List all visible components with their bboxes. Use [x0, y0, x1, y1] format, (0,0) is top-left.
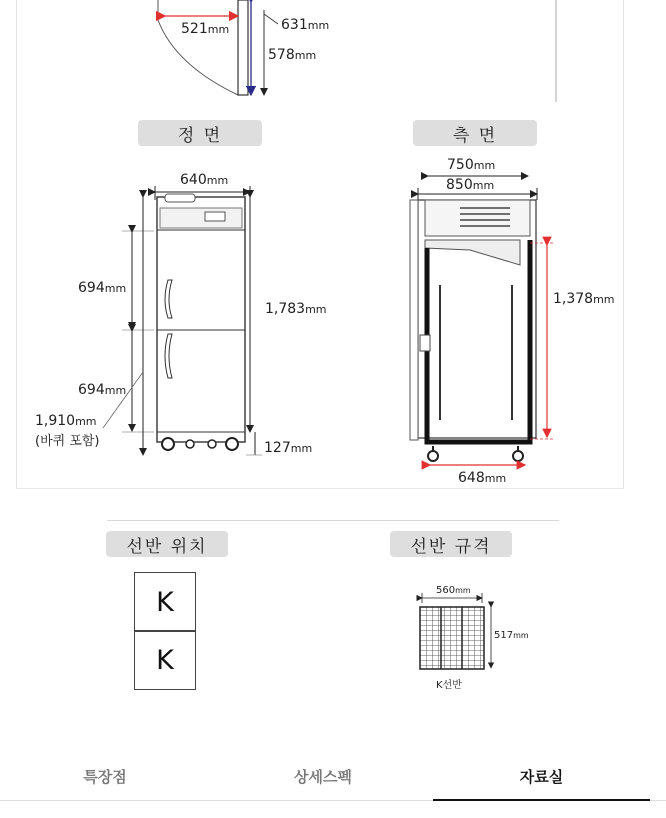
- shelf-slot-lower: K: [134, 630, 196, 690]
- shelf-position-title: 선반 위치: [106, 531, 228, 557]
- side-depth-total-label: 850mm: [446, 177, 495, 193]
- caster-height-label: 127mm: [264, 440, 313, 456]
- front-view-fridge: [103, 186, 262, 455]
- section-divider: [107, 520, 559, 521]
- side-view-fridge: [410, 176, 555, 465]
- top-width-label: 521mm: [181, 21, 230, 37]
- shelf-width-label: 560mm: [436, 585, 471, 596]
- front-width-label: 640mm: [180, 172, 229, 188]
- tab-features[interactable]: 특장점: [83, 767, 127, 786]
- shelf-type-label: K선반: [436, 680, 462, 691]
- bottom-tab-bar: [0, 752, 666, 802]
- side-depth-body-label: 750mm: [447, 157, 496, 173]
- shelf-spec-title: 선반 규격: [390, 531, 512, 557]
- inner-depth-label: 648mm: [458, 470, 507, 486]
- tab-resources[interactable]: 자료실: [519, 767, 564, 786]
- active-tab-indicator: [433, 799, 650, 801]
- tab-detailed-specs[interactable]: 상세스펙: [294, 767, 352, 786]
- shelf-spec-drawing: [420, 593, 491, 669]
- upper-door-height-label: 694mm: [78, 280, 127, 296]
- top-depth-total-label: 631mm: [281, 17, 330, 33]
- total-height-label: 1,783mm: [265, 301, 327, 317]
- top-depth-body-label: 578mm: [268, 47, 317, 63]
- top-view: [158, 0, 556, 102]
- front-view-title: 정 면: [138, 120, 262, 146]
- side-view-title: 측 면: [413, 120, 537, 146]
- shelf-depth-label: 517mm: [494, 630, 529, 641]
- inner-height-label: 1,378mm: [553, 291, 615, 307]
- wheel-note: (바퀴 포함): [35, 434, 100, 449]
- lower-door-height-label: 694mm: [78, 382, 127, 398]
- shelf-slot-upper: K: [134, 572, 196, 632]
- height-with-wheels-label: 1,910mm: [35, 413, 97, 429]
